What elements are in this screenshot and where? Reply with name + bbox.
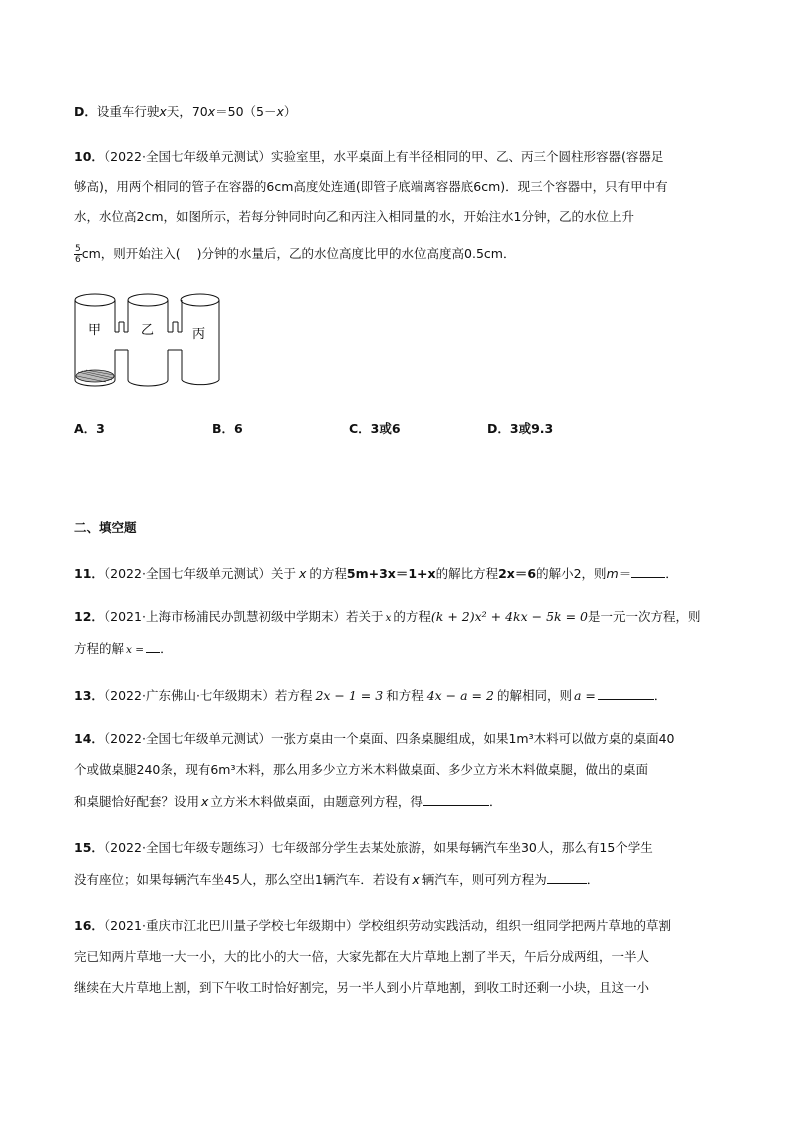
question-text: 的解相同，则: [496, 688, 572, 703]
answer-blank[interactable]: [598, 686, 654, 700]
q16-line-2: [74, 948, 649, 966]
equation: 2x＝6: [498, 566, 537, 581]
connecting-tube-2: [168, 322, 182, 350]
question-text: 和方程: [386, 688, 424, 703]
section-title: 二、填空题: [74, 520, 137, 535]
question-number: 12．: [74, 609, 104, 624]
q14-line-1: [74, 730, 675, 748]
question-text: 的方程: [309, 566, 347, 581]
q10-line-2: [74, 178, 668, 196]
question-text: 和桌腿恰好配套？设用: [74, 794, 200, 809]
q14-line-2: [74, 761, 648, 779]
cylinders-figure: [72, 292, 222, 392]
question-text: 完已知两片草地一大一小，大的比小的大一倍，大家先都在大片草地上割了半天，午后分成两组，一半人: [74, 949, 650, 964]
variable: x: [298, 566, 307, 581]
q16-line-3: [74, 979, 649, 997]
question-source: （2022·全国七年级专题练习）: [103, 840, 271, 855]
q15-line-2: [74, 870, 599, 889]
q15-line-1: [74, 839, 653, 857]
equation: 2x − 1 = 3: [315, 688, 384, 703]
question-text: 关于: [270, 566, 296, 581]
question-number: 13．: [74, 688, 104, 703]
label-jia: 甲: [88, 323, 102, 338]
fraction-denominator: 6: [75, 255, 81, 265]
q10-option-c[interactable]: C．3或6: [349, 421, 401, 436]
q10-line-1: [74, 148, 663, 166]
option-text: ＝50（5－: [215, 104, 277, 119]
fraction-numerator: 5: [75, 244, 81, 254]
answer-blank[interactable]: [146, 639, 160, 653]
question-source: （2022·全国七年级单元测试）: [103, 731, 271, 746]
cylinder-yi: [128, 294, 168, 386]
q9-option-d: [74, 103, 296, 121]
question-number: 11．: [74, 566, 104, 581]
option-text: 设重车行驶: [96, 104, 160, 119]
q10-line-4: [74, 242, 515, 266]
variable: x: [276, 104, 284, 119]
cylinder-jia: [75, 294, 115, 386]
variable: x: [201, 794, 209, 809]
q10-option-a[interactable]: A．3: [74, 421, 105, 436]
question-text: 辆汽车，则可列方程为: [421, 872, 547, 887]
question-text: 学校组织劳动实践活动，组织一组同学把两片草地的草割: [358, 918, 671, 933]
question-text: ．: [586, 872, 600, 887]
answer-blank[interactable]: [423, 792, 489, 806]
question-text: 的方程: [393, 609, 431, 624]
question-number: 10．: [74, 149, 104, 164]
answer-blank[interactable]: [631, 564, 665, 578]
question-text: ．: [160, 641, 173, 656]
q16-line-1: [74, 917, 671, 935]
question-text: )分钟的水量后，乙的水位高度比甲的水位高度高0.5cm．: [196, 246, 516, 261]
label-bing: 丙: [192, 327, 206, 342]
answer-blank[interactable]: [547, 870, 587, 884]
variable: x: [412, 872, 420, 887]
q14-line-3: [74, 792, 501, 811]
question-text: 若关于: [345, 609, 384, 624]
question-text: ．: [488, 794, 502, 809]
question-text: ．: [653, 688, 667, 703]
question-text: 若方程: [274, 688, 313, 703]
option-label: D．: [74, 104, 97, 119]
question-source: （2022·全国七年级单元测试）: [103, 149, 271, 164]
question-text: 方程的解: [74, 641, 125, 656]
q10-option-b[interactable]: B．6: [212, 421, 243, 436]
option-text: 天，70: [166, 104, 208, 119]
question-text: 够高)，用两个相同的管子在容器的6cm高度处连通(即管子底端离容器底6cm)．现三个容器中，只有甲中有: [74, 179, 668, 194]
equation: 5m+3x＝1+x: [346, 566, 436, 581]
variable: x =: [126, 644, 145, 656]
question-text: 水，水位高2cm，如图所示，若每分钟同时向乙和丙注入相同量的水，开始注水1分钟，乙的水位上升: [74, 209, 634, 224]
question-text: 立方米木料做桌面，由题意列方程，得: [210, 794, 423, 809]
q12-line-2: [74, 639, 173, 659]
option-text: ）: [283, 104, 297, 119]
question-number: 16．: [74, 918, 104, 933]
variable: x: [159, 104, 167, 119]
question-number: 14．: [74, 731, 104, 746]
question-number: 15．: [74, 840, 104, 855]
q11: [74, 564, 678, 583]
question-source: （2022·广东佛山·七年级期末）: [103, 688, 275, 703]
q10-option-d[interactable]: D．3或9.3: [487, 421, 554, 436]
connecting-tube-1: [115, 322, 128, 350]
variable: m: [606, 566, 619, 581]
variable: x: [207, 104, 216, 119]
variable: a =: [573, 688, 596, 703]
q12-line-1: [74, 608, 701, 627]
equation: (k + 2)x² + 4kx − 5k = 0: [430, 609, 588, 624]
question-text: 七年级部分学生去某处旅游，如果每辆汽车坐30人，那么有15个学生: [270, 840, 653, 855]
q13: [74, 686, 666, 705]
label-yi: 乙: [141, 323, 155, 338]
question-text: 个或做桌腿240条，现有6m³木料，那么用多少立方米木料做桌面、多少立方米木料做桌腿，做出的桌面: [74, 762, 649, 777]
question-source: （2021·上海市杨浦民办凯慧初级中学期末）: [103, 609, 346, 624]
equation: 4x − a = 2: [426, 688, 494, 703]
variable: x: [385, 612, 392, 624]
question-text: 的解小2，则: [536, 566, 607, 581]
question-text: 是一元一次方程，则: [588, 609, 701, 624]
fraction: [74, 244, 82, 265]
question-text: ．: [665, 566, 678, 581]
question-text: cm，则开始注入(: [81, 246, 181, 261]
question-source: （2022·全国七年级单元测试）: [103, 566, 271, 581]
question-text: ＝: [618, 566, 632, 581]
question-text: 的解比方程: [435, 566, 499, 581]
question-source: （2021·重庆市江北巴川量子学校七年级期中）: [103, 918, 359, 933]
question-text: 继续在大片草地上割，到下午收工时恰好割完，另一半人到小片草地割，到收工时还剩一小块，且这一小: [74, 980, 650, 995]
q10-line-3: [74, 208, 634, 226]
question-text: 一张方桌由一个桌面、四条桌腿组成，如果1m³木料可以做方桌的桌面40: [270, 731, 675, 746]
question-text: 没有座位；如果每辆汽车坐45人，那么空出1辆汽车．若设有: [74, 872, 411, 887]
question-text: 实验室里，水平桌面上有半径相同的甲、乙、丙三个圆柱形容器(容器足: [270, 149, 664, 164]
